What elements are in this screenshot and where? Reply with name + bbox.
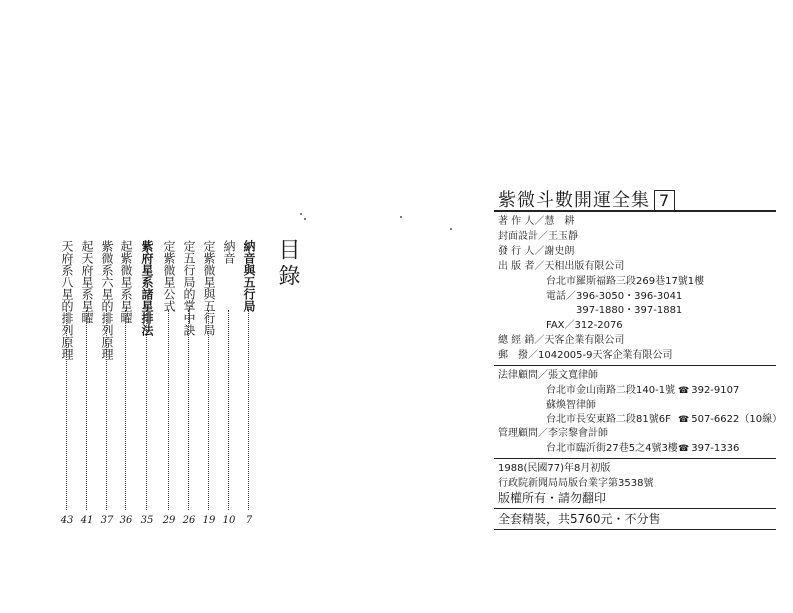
colophon-page: [470, 0, 793, 613]
toc-entry: [202, 240, 216, 510]
toc-entry: [140, 240, 154, 510]
price-line: 全套精裝，共5760元・不分售: [498, 512, 661, 526]
accountant-phone: ☎ 397-1336: [678, 443, 739, 455]
toc-entry-text: 納音與五行局: [242, 240, 256, 312]
legal-address-2: 台北市長安東路二段81號6F: [546, 414, 671, 425]
toc-entry-text: 定五行局的掌中訣: [182, 240, 196, 336]
divider: [494, 458, 776, 459]
registration-line: 行政院新聞局局版台業字第3538號: [498, 478, 654, 489]
publisher-line: 出 版 者／天相出版有限公司: [498, 261, 625, 272]
toc-entry: [222, 240, 236, 510]
distributor-line: 總 經 銷／天客企業有限公司: [498, 335, 625, 346]
toc-entry-text: 起天府星系星曜: [80, 240, 94, 324]
toc-entry: [60, 240, 74, 510]
legal-address-1: 台北市金山南路二段140-1號: [546, 385, 676, 396]
divider: [494, 529, 776, 530]
leader-dots: [188, 310, 189, 510]
toc-page-number: 10: [222, 515, 236, 526]
issuer-line: 發 行 人／謝史朗: [498, 246, 575, 257]
series-title-text: 紫微斗數開運全集: [498, 190, 650, 211]
toc-page-number: 35: [140, 515, 154, 526]
toc-entry: [182, 240, 196, 510]
toc-entry-text: 紫府星系諸星排法: [140, 240, 154, 336]
toc-entry-text: 起紫微星系星曜: [119, 240, 133, 324]
publisher-address: 台北市羅斯福路三段269巷17號1樓: [546, 276, 705, 287]
toc-entry: [242, 240, 256, 510]
leader-dots: [146, 310, 147, 510]
publisher-phone: 電話／396-3050・396-3041: [546, 291, 683, 302]
toc-entry-text: 天府系八星的排列原理: [60, 240, 74, 360]
accountant-line: 管理顧問／李宗黎會計師: [498, 428, 608, 439]
leader-dots: [248, 310, 249, 510]
leader-dots: [228, 310, 229, 510]
leader-dots: [208, 310, 209, 510]
cover-design-line: 封面設計／王玉靜: [498, 231, 578, 242]
toc-page-number: 43: [60, 515, 74, 526]
edition-line: 1988(民國77)年8月初版: [498, 463, 611, 474]
divider: [494, 508, 776, 509]
rights-line: 版權所有・請勿翻印: [498, 491, 607, 505]
toc-entry-text: 定紫微星公式: [162, 240, 176, 312]
leader-dots: [86, 310, 87, 510]
toc-page-number: 41: [80, 515, 94, 526]
scan-speck: [300, 213, 302, 215]
publisher-fax: FAX／312-2076: [546, 320, 623, 331]
toc-entry-text: 紫微系六星的排列原理: [100, 240, 114, 360]
scan-speck: [400, 216, 402, 218]
toc-title: 目錄: [275, 238, 300, 290]
publisher-phone-2: 397-1880・397-1881: [576, 305, 683, 316]
divider: [494, 210, 776, 212]
toc-entry: [119, 240, 133, 510]
toc-page-number: 19: [202, 515, 216, 526]
legal-advisor-line: 法律顧問／張文寬律師: [498, 370, 598, 381]
volume-number: 7: [654, 190, 675, 211]
postal-line: 郵 撥／1042005-9天客企業有限公司: [498, 350, 673, 361]
lawyer-2-line: 蘇煥智律師: [546, 400, 596, 411]
scan-speck: [450, 228, 452, 230]
toc-entry: [80, 240, 94, 510]
leader-dots: [106, 310, 107, 510]
toc-entry: [100, 240, 114, 510]
toc-page-number: 7: [245, 515, 253, 526]
series-title: [498, 186, 675, 212]
scan-speck: [304, 218, 306, 220]
leader-dots: [66, 310, 67, 510]
toc-page-number: 29: [162, 515, 176, 526]
legal-phone-1: ☎ 392-9107: [678, 385, 739, 397]
divider: [494, 365, 776, 366]
toc-page-number: 26: [182, 515, 196, 526]
leader-dots: [168, 310, 169, 510]
leader-dots: [125, 310, 126, 510]
toc-page-number: 36: [119, 515, 133, 526]
toc-entry: [162, 240, 176, 510]
toc-entry-text: 定紫微星與五行局: [202, 240, 216, 336]
legal-phone-2: ☎ 507-6622（10線）: [678, 414, 782, 426]
accountant-address: 台北市臨沂街27巷5之4號3樓: [546, 443, 678, 454]
author-line: 著 作 人／慧 耕: [498, 216, 575, 227]
toc-entry-text: 納音: [222, 240, 236, 264]
toc-page-number: 37: [100, 515, 114, 526]
